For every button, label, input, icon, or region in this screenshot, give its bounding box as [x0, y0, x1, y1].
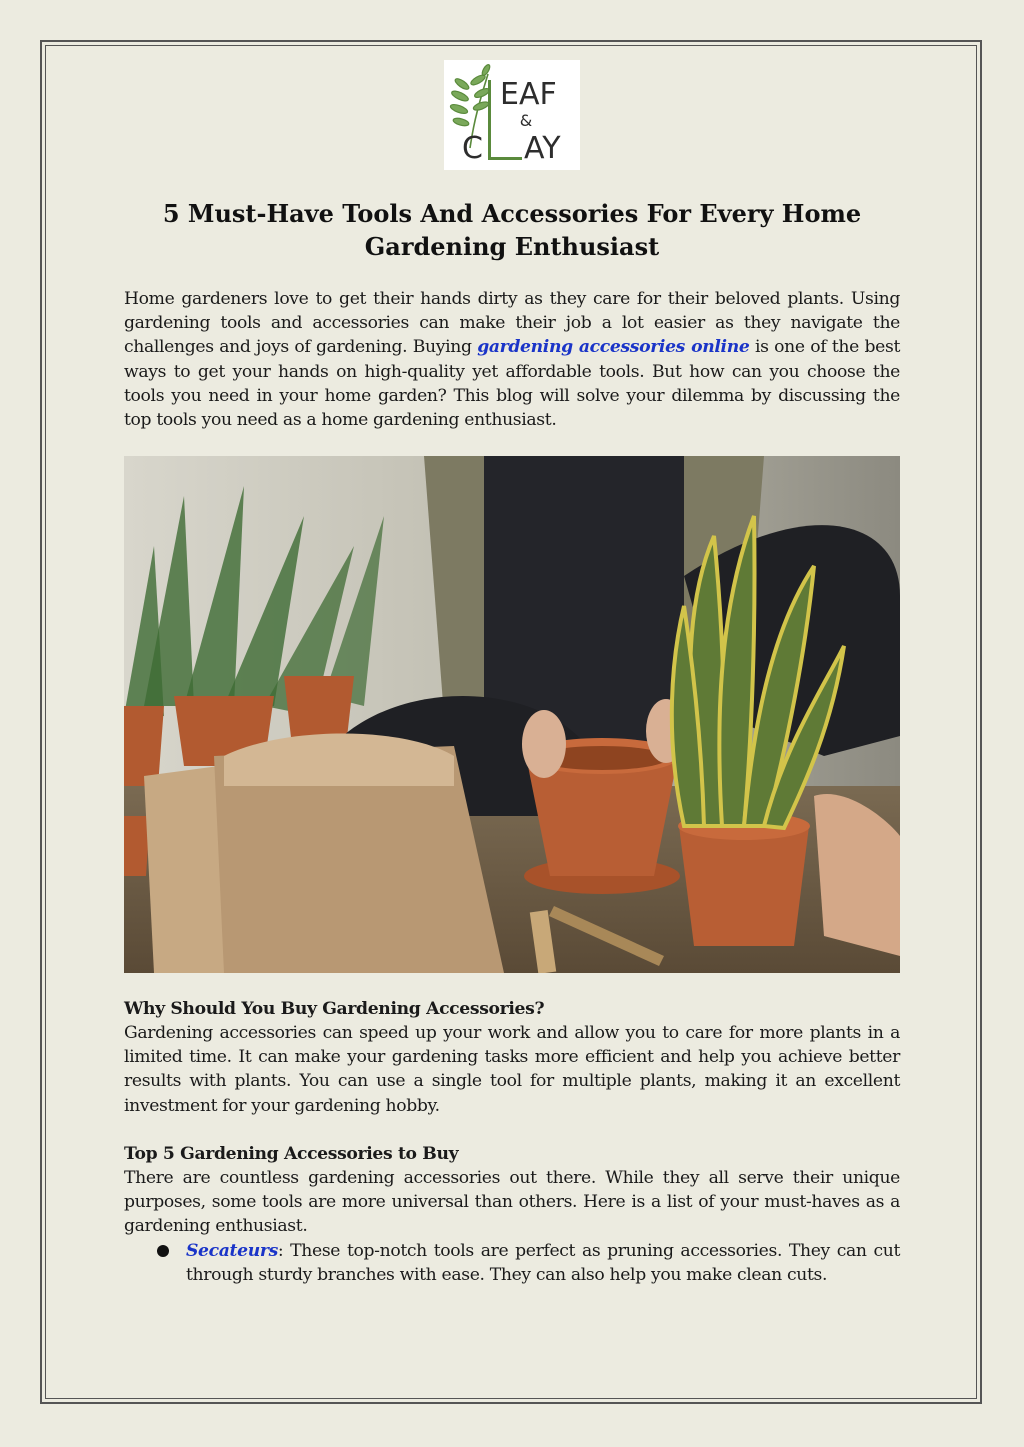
intro-text-before-link: Home gardeners love to get their hands dirty as they care for their beloved plants. Using gardening tools and accessories can make their job a lot easier as they navigate the challenges and joys of gardening. Buying — [124, 289, 900, 358]
list-item — [124, 1239, 900, 1287]
title-line-2: Gardening Enthusiast — [364, 232, 660, 261]
accessories-list — [124, 1239, 900, 1287]
logo-text-eaf: EAF — [500, 77, 557, 112]
logo-text-ampersand: & — [519, 111, 533, 130]
article-title — [124, 197, 900, 263]
intro-text-after-link: is one of the best ways to get your hands on high-quality yet affordable tools. But how can you choose the tools you need in your home garden? This blog will solve your dilemma by discussing the top tools you need as a home gardening enthusiast. — [124, 337, 900, 431]
top-5-paragraph: There are countless gardening accessories out there. While they all serve their unique purposes, some tools are more universal than others. Here is a list of your must-haves as a gardening enthusiast. — [124, 1168, 900, 1237]
title-line-1: 5 Must-Have Tools And Accessories For Every Home — [162, 199, 862, 228]
bullet-icon — [157, 1245, 169, 1257]
why-buy-paragraph: Gardening accessories can speed up your work and allow you to care for more plants in a limited time. It can make your gardening tasks more efficient and help you achieve better results with plants. You can use a single tool for multiple plants, making it an excellent investment for your gardening hobby. — [124, 1023, 900, 1116]
logo-text-c: C — [462, 131, 483, 166]
intro-paragraph — [124, 287, 900, 432]
secateurs-description: : These top-notch tools are perfect as pruning accessories. They can cut through sturdy branches with ease. They can also help you make clean cuts. — [186, 1241, 900, 1286]
why-buy-heading: Why Should You Buy Gardening Accessories? — [124, 999, 545, 1019]
gardening-accessories-online-link[interactable]: gardening accessories online — [477, 337, 750, 358]
gardener-repotting-photo — [124, 456, 900, 973]
top-5-heading: Top 5 Gardening Accessories to Buy — [124, 1144, 459, 1164]
logo-text-ay: AY — [524, 131, 561, 166]
leaf-and-clay-logo — [444, 60, 580, 170]
secateurs-link[interactable]: Secateurs — [186, 1241, 278, 1261]
